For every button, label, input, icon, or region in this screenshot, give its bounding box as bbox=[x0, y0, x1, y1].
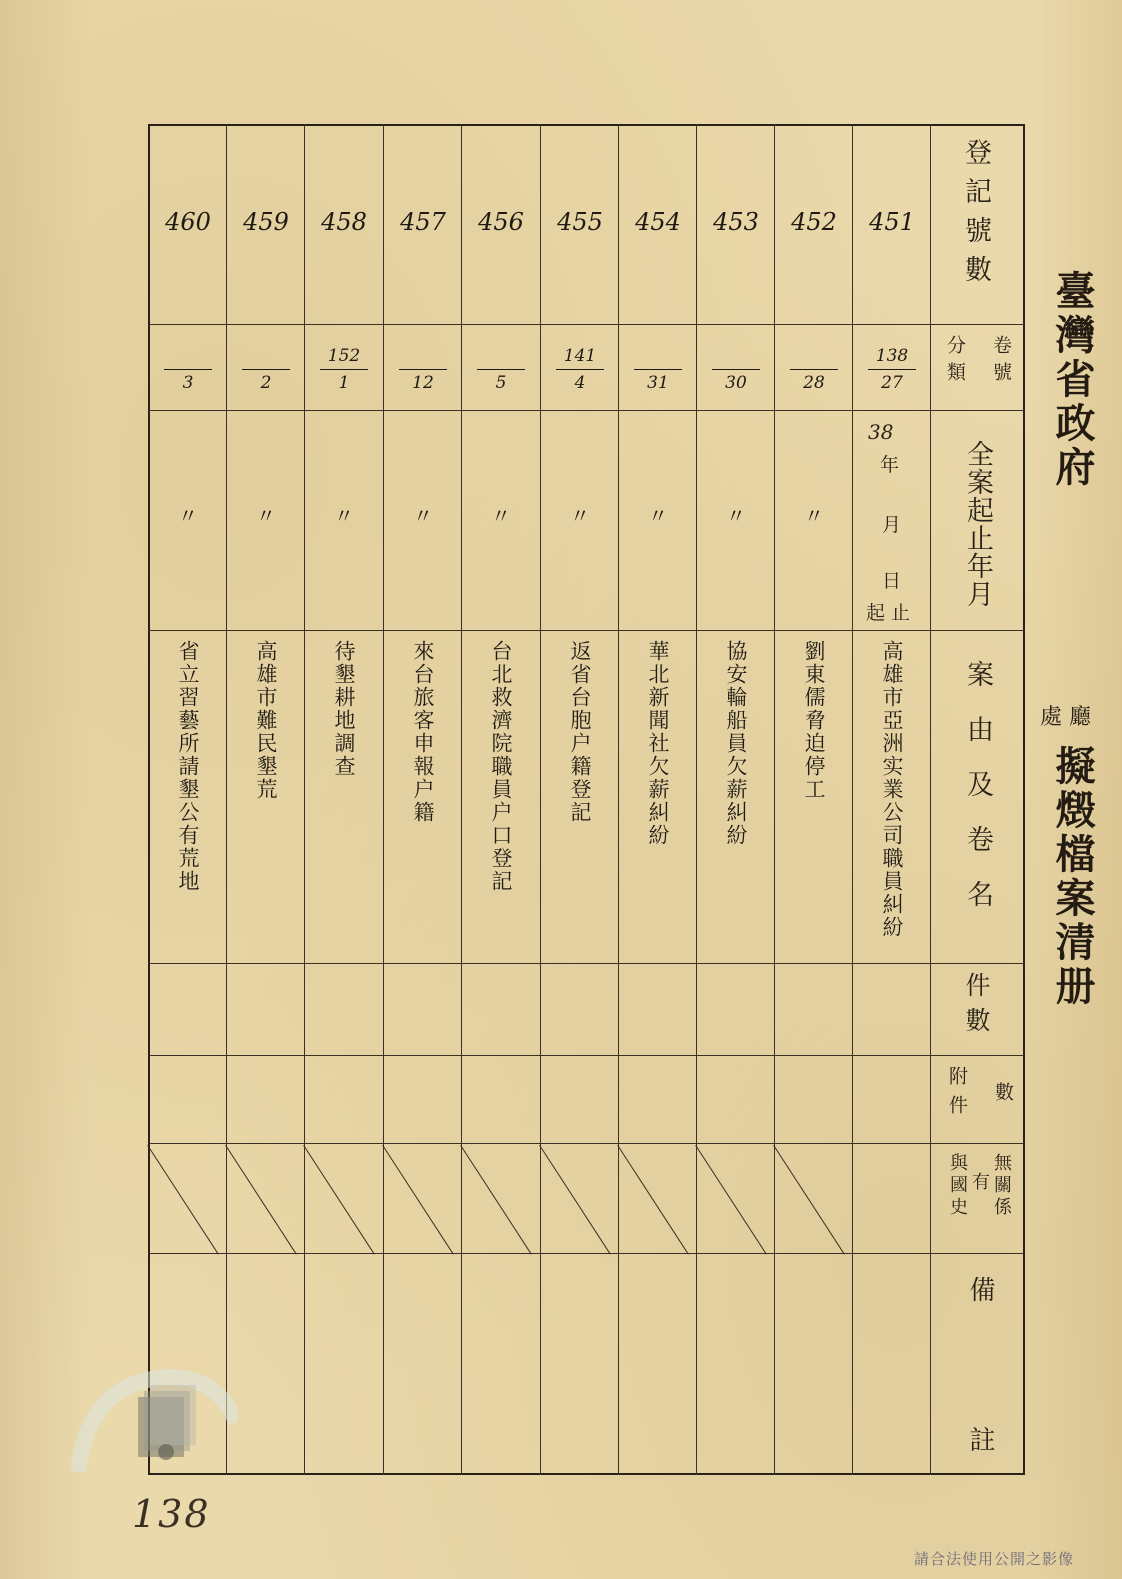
header-history: 與國史 bbox=[947, 1153, 968, 1219]
row-divider bbox=[148, 1253, 1025, 1254]
header-remarks-end: 註 bbox=[965, 1426, 995, 1452]
fraction-bar bbox=[868, 369, 916, 370]
vol-bottom-451: 27 bbox=[881, 373, 903, 393]
date-ditto-460: 〃 bbox=[178, 504, 198, 528]
fraction-bar bbox=[634, 369, 682, 370]
reg-no-454: 454 bbox=[635, 208, 681, 236]
row-divider bbox=[148, 410, 1025, 411]
vol-bottom-459: 2 bbox=[260, 373, 272, 393]
header-reg-no: 登記號數 bbox=[960, 138, 991, 294]
header-remarks: 備 bbox=[965, 1276, 995, 1302]
row-divider bbox=[148, 324, 1025, 325]
document-title-office: 處 廳 bbox=[1040, 705, 1091, 730]
column-divider bbox=[774, 124, 775, 1475]
date-ditto-452: 〃 bbox=[804, 504, 824, 528]
vol-bottom-454: 31 bbox=[647, 373, 669, 393]
header-vol-no: 卷號 bbox=[990, 335, 1012, 389]
column-divider bbox=[383, 124, 384, 1475]
document-subtitle: 擬燬檔案清册 bbox=[1049, 745, 1096, 1009]
subject-452: 劉東儒脅迫停工 bbox=[802, 640, 826, 801]
vol-bottom-452: 28 bbox=[803, 373, 825, 393]
reg-no-453: 453 bbox=[713, 208, 759, 236]
subject-453: 協安輪船員欠薪糾紛 bbox=[724, 640, 748, 847]
date-ditto-459: 〃 bbox=[256, 504, 276, 528]
reg-no-451: 451 bbox=[869, 208, 915, 236]
subject-458: 待墾耕地調查 bbox=[332, 640, 356, 778]
column-divider bbox=[852, 124, 853, 1475]
subject-459: 高雄市難民墾荒 bbox=[254, 640, 278, 801]
reg-no-456: 456 bbox=[478, 208, 524, 236]
subject-455: 返省台胞户籍登記 bbox=[568, 640, 592, 824]
reg-no-452: 452 bbox=[791, 208, 837, 236]
row-divider bbox=[148, 1055, 1025, 1056]
column-divider bbox=[618, 124, 619, 1475]
row-divider bbox=[148, 963, 1025, 964]
row-divider bbox=[148, 630, 1025, 631]
vol-top-455: 141 bbox=[563, 346, 597, 366]
fraction-bar bbox=[712, 369, 760, 370]
page-number: 138 bbox=[132, 1492, 211, 1536]
column-divider bbox=[304, 124, 305, 1475]
date-day-label: 日 bbox=[882, 570, 902, 592]
header-category: 分類 bbox=[944, 335, 966, 389]
column-divider bbox=[540, 124, 541, 1475]
column-divider bbox=[461, 124, 462, 1475]
subject-460: 省立習藝所請墾公有荒地 bbox=[176, 640, 200, 893]
vol-bottom-457: 12 bbox=[412, 373, 434, 393]
reg-no-457: 457 bbox=[400, 208, 446, 236]
date-ditto-457: 〃 bbox=[413, 504, 433, 528]
column-divider bbox=[696, 124, 697, 1475]
header-attach-count: 數 bbox=[992, 1082, 1014, 1101]
usage-notice: 請合法使用公開之影像 bbox=[914, 1550, 1075, 1568]
reg-no-460: 460 bbox=[165, 208, 211, 236]
vol-top-458: 152 bbox=[327, 346, 361, 366]
header-subject: 案由及卷名 bbox=[962, 660, 993, 935]
fraction-bar bbox=[242, 369, 290, 370]
subject-457: 來台旅客申報户籍 bbox=[411, 640, 435, 824]
subject-454: 華北新聞社欠薪糾紛 bbox=[646, 640, 670, 847]
date-ditto-458: 〃 bbox=[334, 504, 354, 528]
fraction-bar bbox=[556, 369, 604, 370]
header-unrelated: 無關係 bbox=[991, 1153, 1012, 1219]
date-ditto-456: 〃 bbox=[491, 504, 511, 528]
date-year-label: 年 bbox=[880, 454, 900, 476]
row-divider bbox=[148, 1143, 1025, 1144]
date-start-end-label: 起 止 bbox=[866, 602, 911, 624]
vol-bottom-458: 1 bbox=[338, 373, 350, 393]
header-item-count: 件數 bbox=[962, 972, 991, 1042]
vol-bottom-453: 30 bbox=[725, 373, 747, 393]
vol-bottom-455: 4 bbox=[574, 373, 586, 393]
date-month-label: 月 bbox=[882, 514, 902, 536]
header-related: 有 bbox=[969, 1172, 990, 1190]
document-title: 臺灣省政府 bbox=[1049, 270, 1096, 490]
fraction-bar bbox=[790, 369, 838, 370]
date-ditto-454: 〃 bbox=[648, 504, 668, 528]
fraction-bar bbox=[320, 369, 368, 370]
date-ditto-455: 〃 bbox=[570, 504, 590, 528]
header-date-range: 全案起止年月 bbox=[962, 440, 993, 608]
subject-451: 高雄市亞洲实業公司職員糾紛 bbox=[880, 640, 904, 939]
column-divider bbox=[930, 124, 931, 1475]
fraction-bar bbox=[399, 369, 447, 370]
fraction-bar bbox=[164, 369, 212, 370]
reg-no-458: 458 bbox=[321, 208, 367, 236]
vol-top-451: 138 bbox=[875, 346, 909, 366]
column-divider bbox=[226, 124, 227, 1475]
vol-bottom-456: 5 bbox=[495, 373, 507, 393]
reg-no-459: 459 bbox=[243, 208, 289, 236]
date-year-number: 38 bbox=[868, 420, 894, 444]
subject-456: 台北救濟院職員户口登記 bbox=[489, 640, 513, 893]
vol-bottom-460: 3 bbox=[182, 373, 194, 393]
fraction-bar bbox=[477, 369, 525, 370]
reg-no-455: 455 bbox=[557, 208, 603, 236]
header-attach: 附件 bbox=[946, 1066, 968, 1124]
date-ditto-453: 〃 bbox=[726, 504, 746, 528]
archive-logo-icon bbox=[68, 1362, 238, 1492]
